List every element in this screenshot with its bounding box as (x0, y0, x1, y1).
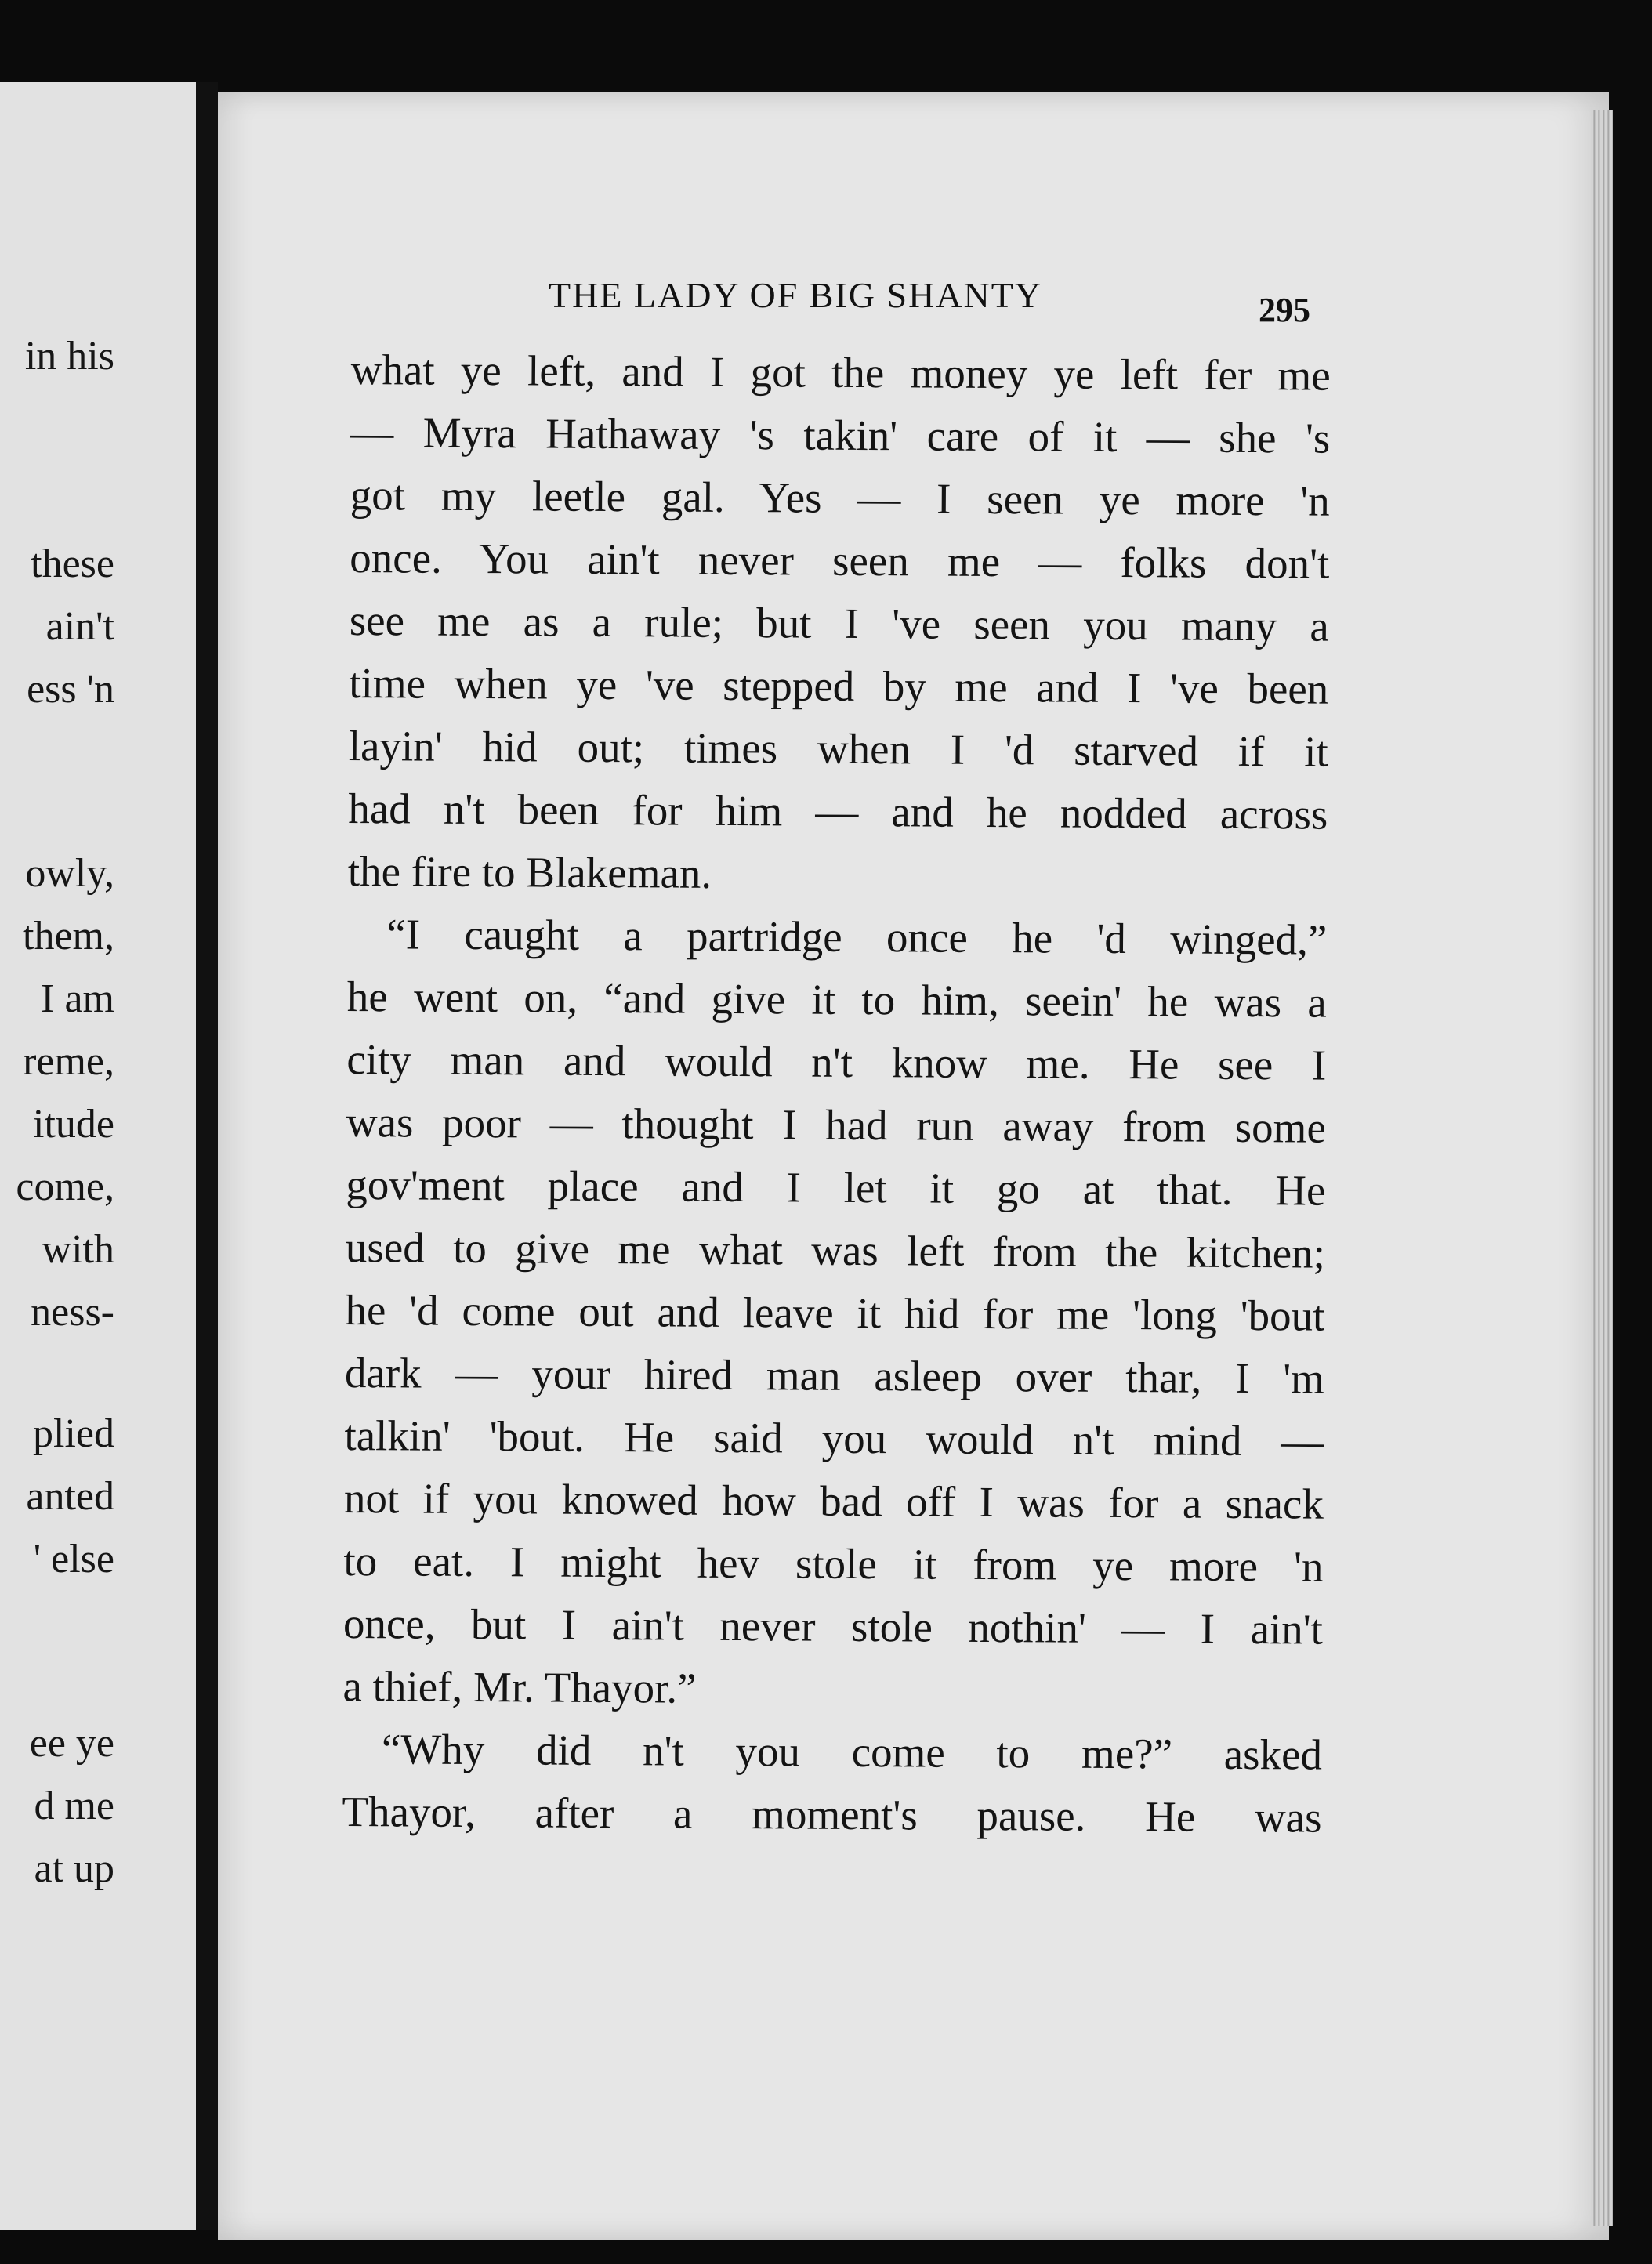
running-head: THE LADY OF BIG SHANTY (549, 275, 1043, 315)
facing-page-line: owly, (25, 851, 114, 896)
page-number: 295 (1259, 291, 1310, 329)
text-line: once. You ain't never seen me — folks don't (350, 533, 1330, 588)
text-line: once, but I ain't never stole nothin' — I ain't (342, 1599, 1324, 1654)
page-edge (1591, 110, 1613, 2226)
text-line: time when ye 've stepped by me and I 've been (349, 658, 1329, 713)
text-line: not if you knowed how bad off I was for a snack (343, 1473, 1324, 1528)
text-line: layin' hid out; times when I 'd starved if it (348, 721, 1328, 776)
text-line: “Why did n't you come to me?” asked (381, 1725, 1323, 1779)
text-line: dark — your hired man asleep over thar, I 'm (344, 1348, 1325, 1403)
text-line: “I caught a partridge once he 'd winged,” (386, 910, 1328, 964)
text-line: to eat. I might hev stole it from ye more 'n (343, 1536, 1324, 1591)
body-text (342, 339, 1331, 1849)
facing-page (0, 82, 196, 2230)
text-line: Thayor, after a moment's pause. He was (342, 1787, 1322, 1842)
facing-page-line: with (42, 1227, 114, 1272)
text-line: got my leetle gal. Yes — I seen ye more 'n (350, 470, 1330, 525)
facing-page-line: ness- (31, 1290, 114, 1335)
text-line: what ye left, and I got the money ye left fer me (350, 345, 1331, 400)
text-line: see me as a rule; but I 've seen you many a (349, 596, 1329, 650)
facing-page-line: d me (34, 1784, 114, 1828)
facing-page-line: them, (23, 914, 114, 958)
text-line: talkin' 'bout. He said you would n't mind — (344, 1411, 1324, 1465)
text-line: he went on, “and give it to him, seein' he was a (346, 972, 1328, 1027)
text-line: — Myra Hathaway 's takin' care of it — she 's (350, 408, 1331, 462)
text-line: a thief, Mr. Thayor.” (342, 1661, 697, 1712)
facing-page-line: at up (34, 1846, 114, 1891)
book-gutter (196, 82, 218, 2230)
facing-page-line: reme, (23, 1039, 114, 1084)
text-line: was poor — thought I had run away from some (346, 1097, 1327, 1152)
facing-page-line: ain't (45, 604, 114, 649)
facing-page-line: come, (16, 1165, 114, 1209)
text-line: gov'ment place and I let it go at that. He (346, 1160, 1326, 1215)
text-line: he 'd come out and leave it hid for me 'long 'bout (345, 1285, 1325, 1340)
facing-page-line: anted (26, 1474, 114, 1519)
facing-page-line: ' else (33, 1537, 114, 1581)
facing-page-line: plied (33, 1411, 114, 1456)
text-line: city man and would n't know me. He see I (346, 1034, 1327, 1089)
facing-page-line: in his (24, 334, 114, 379)
text-line: used to give me what was left from the kitchen; (345, 1223, 1326, 1277)
facing-page-line: these (31, 542, 114, 586)
facing-page-line: ess 'n (27, 667, 114, 712)
facing-page-line: itude (33, 1102, 114, 1146)
facing-page-line: I am (41, 976, 114, 1021)
text-line: had n't been for him — and he nodded across (348, 784, 1328, 839)
facing-page-line: ee ye (29, 1721, 114, 1766)
text-line: the fire to Blakeman. (347, 846, 712, 897)
